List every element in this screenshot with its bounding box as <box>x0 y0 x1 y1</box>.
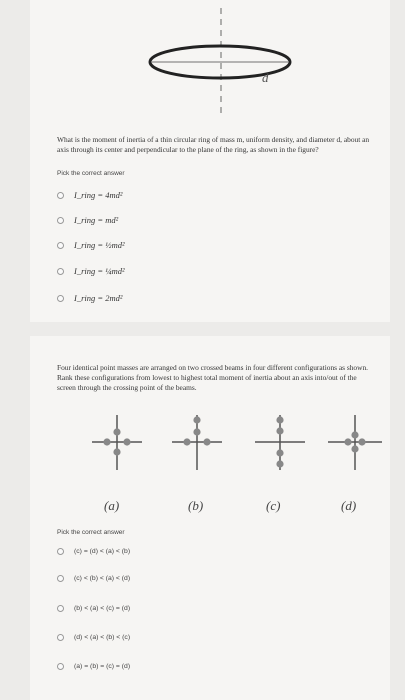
option-text: (c) < (b) < (a) < (d) <box>74 574 131 582</box>
radio-button[interactable] <box>57 268 64 275</box>
option-text: I_ring = 2md² <box>74 293 123 303</box>
radio-button[interactable] <box>57 242 64 249</box>
q1-option-5[interactable] <box>57 291 122 305</box>
radio-button[interactable] <box>57 575 64 582</box>
q2-option-2[interactable] <box>57 571 130 585</box>
diameter-label: d <box>262 70 269 85</box>
option-text: I_ring = md² <box>74 215 119 225</box>
q2-option-1[interactable] <box>57 544 130 558</box>
config-b <box>172 415 222 470</box>
option-text: (a) = (b) = (c) = (d) <box>74 662 131 670</box>
config-a <box>92 415 142 470</box>
q1-option-4[interactable] <box>57 264 125 278</box>
radio-button[interactable] <box>57 192 64 199</box>
pick-label-2: Pick the correct answer <box>57 529 125 536</box>
q1-option-2[interactable] <box>57 213 118 227</box>
config-label-d: (d) <box>341 498 357 513</box>
radio-button[interactable] <box>57 548 64 555</box>
config-label-b: (b) <box>188 498 204 513</box>
option-text: (d) < (a) < (b) < (c) <box>74 633 131 641</box>
crossed-beams-figure <box>90 412 390 472</box>
radio-button[interactable] <box>57 634 64 641</box>
q2-option-3[interactable] <box>57 601 130 615</box>
q2-option-5[interactable] <box>57 659 130 673</box>
pick-label-1: Pick the correct answer <box>57 170 125 177</box>
config-d <box>328 415 382 470</box>
radio-button[interactable] <box>57 605 64 612</box>
question-1-text: What is the moment of inertia of a thin circular ring of mass m, uniform density, and diameter d, about an axis through its center and perpendicular to the plane of the ring, as shown in the figure? <box>57 135 370 154</box>
q1-option-3[interactable] <box>57 238 125 252</box>
config-label-c: (c) <box>266 498 281 513</box>
option-text: I_ring = ½md² <box>74 240 125 250</box>
q1-option-1[interactable] <box>57 188 122 202</box>
config-c <box>255 415 305 470</box>
option-text: I_ring = 4md² <box>74 190 123 200</box>
question-2-text: Four identical point masses are arranged on two crossed beams in four different configurations as shown. Rank these configurations from lowest to highest total moment of inertia about an axis into/out of the screen through the crossing point of the beams. <box>57 363 369 392</box>
radio-button[interactable] <box>57 217 64 224</box>
ring-figure <box>120 6 320 118</box>
option-text: (c) = (d) < (a) < (b) <box>74 547 131 555</box>
config-label-a: (a) <box>104 498 120 513</box>
option-text: I_ring = ¼md² <box>74 266 125 276</box>
q2-option-4[interactable] <box>57 630 130 644</box>
radio-button[interactable] <box>57 663 64 670</box>
option-text: (b) < (a) < (c) = (d) <box>74 604 131 612</box>
radio-button[interactable] <box>57 295 64 302</box>
